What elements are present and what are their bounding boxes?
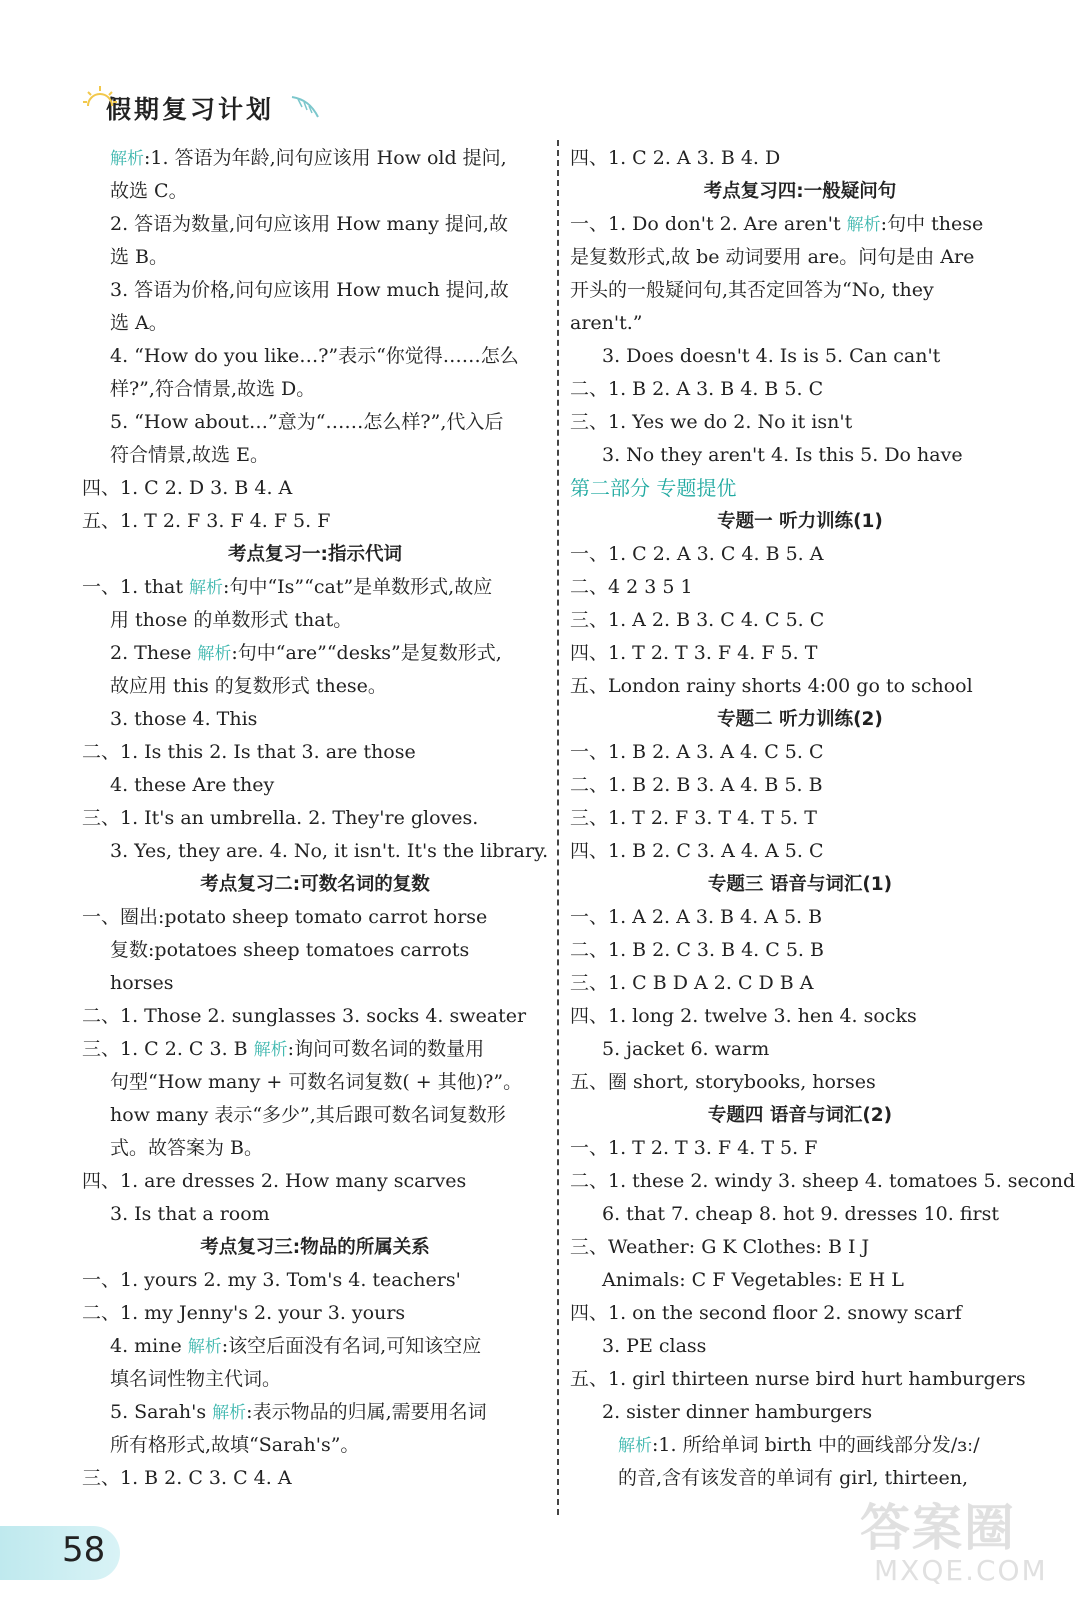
answer-line: 5. “How about…”意为“……怎么样?”,代入后 [110,411,504,433]
answer-line: 4. mine 解析:该空后面没有名词,可知该空应 [110,1335,482,1357]
answer-line: 4. these Are they [110,774,275,796]
answer-line: 一、1. C 2. A 3. C 4. B 5. A [570,543,824,565]
analysis-label: 解析 [846,215,881,235]
answer-line: 四、1. are dresses 2. How many scarves [82,1170,467,1192]
answer-line: 5. jacket 6. warm [602,1038,770,1060]
answer-line: 的音,含有该发音的单词有 girl, thirteen, [618,1467,968,1489]
answer-line: 四、1. C 2. D 3. B 4. A [82,477,293,499]
answer-line: 考点复习一:指示代词 [228,544,402,565]
answer-line: 二、1. Is this 2. Is that 3. are those [82,741,416,763]
answer-line: 用 those 的单数形式 that。 [110,609,353,631]
answer-line: 三、1. C B D A 2. C D B A [570,972,814,994]
answer-line: 三、1. Yes we do 2. No it isn't [570,411,853,433]
answer-line: 一、圈出:potato sheep tomato carrot horse [82,906,488,928]
answer-line: 四、1. T 2. T 3. F 4. F 5. T [570,642,818,664]
analysis-label: 解析 [110,149,144,169]
sun-icon [82,82,118,118]
answer-line: Animals: C F Vegetables: E H L [602,1269,904,1291]
answer-line: 一、1. A 2. A 3. B 4. A 5. B [570,906,823,928]
answer-line: 四、1. B 2. C 3. A 4. A 5. C [570,840,824,862]
answer-line: 所有格形式,故填“Sarah's”。 [110,1434,360,1456]
analysis-label: 解析 [618,1436,652,1456]
answer-line: 专题一 听力训练(1) [717,511,883,532]
analysis-label: 解析 [189,578,224,598]
answer-line: 二、1. B 2. A 3. B 4. B 5. C [570,378,824,400]
answer-line: 式。故答案为 B。 [110,1137,264,1159]
answer-line: 专题四 语音与词汇(2) [707,1105,893,1126]
answer-line: 二、1. B 2. C 3. B 4. C 5. B [570,939,824,961]
watermark-logo: 答案圈 [860,1499,1016,1557]
answer-line: 样?”,符合情景,故选 D。 [110,378,316,400]
answer-line: 五、London rainy shorts 4:00 go to school [570,675,973,697]
page-number: 58 [62,1530,106,1570]
answer-line: 考点复习三:物品的所属关系 [200,1237,430,1258]
answer-line: 是复数形式,故 be 动词要用 are。问句是由 Are [570,246,975,268]
answer-line: 二、1. Those 2. sunglasses 3. socks 4. sweater [82,1005,527,1027]
answer-line: 选 B。 [110,246,169,268]
answer-line: 二、1. B 2. B 3. A 4. B 5. B [570,774,823,796]
answer-line: 第二部分 专题提优 [570,476,737,500]
answer-line: 句型“How many + 可数名词复数( + 其他)?”。 [110,1071,523,1093]
answer-line: 专题三 语音与词汇(1) [707,874,893,895]
answer-line: how many 表示“多少”,其后跟可数名词复数形 [110,1104,506,1126]
answer-line: 一、1. yours 2. my 3. Tom's 4. teachers' [82,1269,461,1291]
analysis-label: 解析 [212,1403,247,1423]
answer-line: 三、1. C 2. C 3. B 解析:询问可数名词的数量用 [82,1038,485,1060]
answer-line: 3. PE class [602,1335,707,1357]
answer-line: 二、4 2 3 5 1 [570,576,693,598]
answer-line: 四、1. C 2. A 3. B 4. D [570,147,781,169]
answer-line: 五、1. T 2. F 3. F 4. F 5. F [82,510,331,532]
answer-line: 二、1. these 2. windy 3. sheep 4. tomatoes 5. second [570,1170,1076,1192]
analysis-label: 解析 [197,644,232,664]
answer-line: 五、圈 short, storybooks, horses [570,1071,876,1093]
answer-line: 2. sister dinner hamburgers [602,1401,873,1423]
answer-column-left [82,142,548,1495]
answer-line: 6. that 7. cheap 8. hot 9. dresses 10. first [602,1203,999,1225]
answer-line: 三、Weather: G K Clothes: B I J [570,1236,870,1258]
answer-line: 故应用 this 的复数形式 these。 [110,675,387,697]
answer-line: 二、1. my Jenny's 2. your 3. yours [82,1302,406,1324]
answer-line: 填名词性物主代词。 [110,1368,282,1390]
answer-line: 复数:potatoes sheep tomatoes carrots [110,939,470,961]
answer-line: 一、1. B 2. A 3. A 4. C 5. C [570,741,824,763]
feather-icon [288,93,324,123]
answer-line: 3. 答语为价格,问句应该用 How much 提问,故 [110,279,509,301]
answer-line: 一、1. that 解析:句中“Is”“cat”是单数形式,故应 [82,576,493,598]
header-title: 假期复习计划 [106,95,275,124]
answer-line: horses [110,972,174,994]
answer-line: 三、1. B 2. C 3. C 4. A [82,1467,292,1489]
answer-line: 一、1. Do don't 2. Are aren't 解析:句中 these [570,213,984,235]
answer-line: 三、1. It's an umbrella. 2. They're gloves. [82,807,479,829]
answer-line: 4. “How do you like…?”表示“你觉得……怎么 [110,345,519,367]
analysis-label: 解析 [253,1040,288,1060]
watermark-url: MXQE.COM [874,1554,1048,1587]
answer-line: 选 A。 [110,312,168,334]
answer-line: 三、1. T 2. F 3. T 4. T 5. T [570,807,817,829]
answer-line: 四、1. on the second floor 2. snowy scarf [570,1302,962,1324]
answer-line: 2. These 解析:句中“are”“desks”是复数形式, [110,642,502,664]
answer-line: 3. those 4. This [110,708,258,730]
answer-line: 五、1. girl thirteen nurse bird hurt hamburgers [570,1368,1026,1390]
column-divider [557,140,559,1515]
answer-line: 故选 C。 [110,180,188,202]
answer-line: 3. Is that a room [110,1203,270,1225]
answer-line: 专题二 听力训练(2) [717,709,883,730]
answer-column-right [570,142,1076,1495]
watermark [860,1488,1070,1592]
analysis-label: 解析 [187,1337,222,1357]
answer-line: 3. Yes, they are. 4. No, it isn't. It's the library. [110,840,549,862]
answer-line: 四、1. long 2. twelve 3. hen 4. socks [570,1005,917,1027]
answer-line: 解析:1. 所给单词 birth 中的画线部分发/ɜː/ [618,1434,980,1456]
answer-line: 三、1. A 2. B 3. C 4. C 5. C [570,609,825,631]
page-header [88,88,324,128]
answer-line: 2. 答语为数量,问句应该用 How many 提问,故 [110,213,508,235]
answer-line: 考点复习四:一般疑问句 [703,181,897,202]
answer-line: 解析:1. 答语为年龄,问句应该用 How old 提问, [110,147,507,169]
answer-line: 开头的一般疑问句,其否定回答为“No, they [570,279,934,301]
answer-line: 符合情景,故选 E。 [110,444,269,466]
answer-line: 3. Does doesn't 4. Is is 5. Can can't [602,345,941,367]
answer-line: 一、1. T 2. T 3. F 4. T 5. F [570,1137,818,1159]
answer-line: 5. Sarah's 解析:表示物品的归属,需要用名词 [110,1401,487,1423]
answer-line: aren't.” [570,312,643,334]
answer-line: 3. No they aren't 4. Is this 5. Do have [602,444,963,466]
answer-line: 考点复习二:可数名词的复数 [200,874,430,895]
